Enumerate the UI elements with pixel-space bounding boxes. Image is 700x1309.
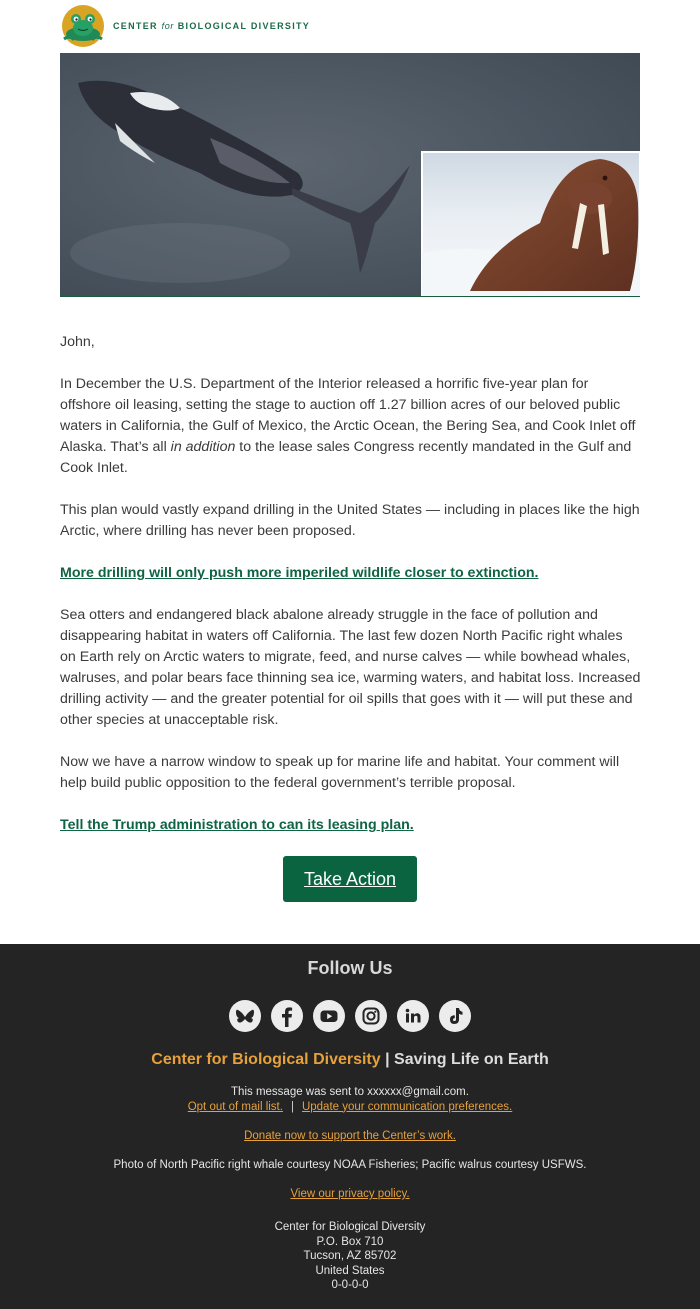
address-code: 0-0-0-0 (331, 1279, 369, 1291)
greeting: John, (60, 334, 95, 350)
logo-text-biodiv: BIOLOGICAL DIVERSITY (177, 21, 311, 31)
cta-wrap (0, 856, 700, 902)
links-separator: | (290, 1100, 294, 1113)
brand-line (0, 1051, 700, 1069)
paragraph-intro (60, 374, 642, 479)
address-box: P.O. Box 710 (316, 1235, 384, 1248)
paragraph-window: Now we have a narrow window to speak up for marine life and habitat. Your comment will help build public opposition to the federal government’s terrible proposal. (60, 754, 620, 791)
hero-image[interactable] (60, 53, 640, 297)
subscription-links (0, 1100, 700, 1115)
link-leasing-wrap (60, 815, 642, 836)
take-action-button[interactable]: Take Action (283, 856, 417, 902)
bluesky-icon[interactable] (229, 1000, 261, 1032)
preferences-link[interactable]: Update your communication preferences. (301, 1100, 513, 1113)
social-links (229, 1000, 471, 1032)
privacy-block (0, 1187, 700, 1202)
donate-link[interactable]: Donate now to support the Center’s work. (244, 1130, 456, 1142)
youtube-icon[interactable] (313, 1000, 345, 1032)
tagline: Saving Life on Earth (394, 1051, 549, 1068)
org-name: Center for Biological Diversity (151, 1051, 381, 1068)
donate-block (0, 1129, 700, 1144)
emphasis-text: in addition (170, 439, 236, 455)
message-content (60, 332, 642, 857)
logo-text-for: for (161, 21, 174, 31)
sent-to-block (0, 1085, 700, 1114)
extinction-link[interactable]: More drilling will only push more imperiled wildlife closer to extinction. (60, 565, 539, 581)
facebook-icon[interactable] (271, 1000, 303, 1032)
linkedin-icon[interactable] (397, 1000, 429, 1032)
brand-divider: | (380, 1051, 395, 1068)
paragraph-intro-text-b: to the lease sales Congress recently mandated in the Gulf and Cook Inlet. (60, 439, 632, 476)
privacy-policy-link[interactable]: View our privacy policy. (290, 1188, 410, 1200)
follow-us-heading: Follow Us (307, 958, 393, 978)
address-country: United States (315, 1264, 385, 1277)
paragraph-species: Sea otters and endangered black abalone already struggle in the face of pollution and disappearing habitat in waters off California. The last few dozen North Pacific right whales on Earth rely on Arctic waters to migrate, feed, and nurse calves — while bowhead whales, walruses, and polar bears face thinning sea ice, warming waters, and habitat loss. Increased drilling activity — and the greater potential for oil spills that goes with it — will put these and other species at unacceptable risk. (60, 607, 641, 728)
logo[interactable] (60, 4, 310, 48)
hero-illustration (60, 53, 640, 296)
logo-text-center: CENTER (113, 21, 158, 31)
sent-to-text: This message was sent to xxxxxx@gmail.com. (231, 1086, 469, 1098)
link-extinction-wrap (60, 563, 642, 584)
paragraph-intro-text-a: In December the U.S. Department of the Interior released a horrific five-year plan for offshore oil leasing, setting the stage to auction off 1.27 billion acres of our beloved public waters in California, the Gulf of Mexico, the Arctic Ocean, the Bering Sea, and Cook Inlet off Alaska. That’s all (60, 376, 636, 455)
photo-credits: Photo of North Pacific right whale courtesy NOAA Fisheries; Pacific walrus courtesy USFWS. (113, 1159, 587, 1171)
postal-address (0, 1220, 700, 1293)
address-name: Center for Biological Diversity (274, 1221, 426, 1233)
logo-wordmark (113, 21, 310, 31)
leasing-plan-link[interactable]: Tell the Trump administration to can its leasing plan. (60, 817, 414, 833)
tiktok-icon[interactable] (439, 1000, 471, 1032)
address-city: Tucson, AZ 85702 (303, 1250, 397, 1262)
instagram-icon[interactable] (355, 1000, 387, 1032)
footer (0, 944, 700, 1309)
paragraph-expand: This plan would vastly expand drilling in the United States — including in places like the high Arctic, where drilling has never been proposed. (60, 502, 640, 539)
opt-out-link[interactable]: Opt out of mail list. (187, 1100, 283, 1113)
frog-logo-icon (60, 4, 106, 48)
